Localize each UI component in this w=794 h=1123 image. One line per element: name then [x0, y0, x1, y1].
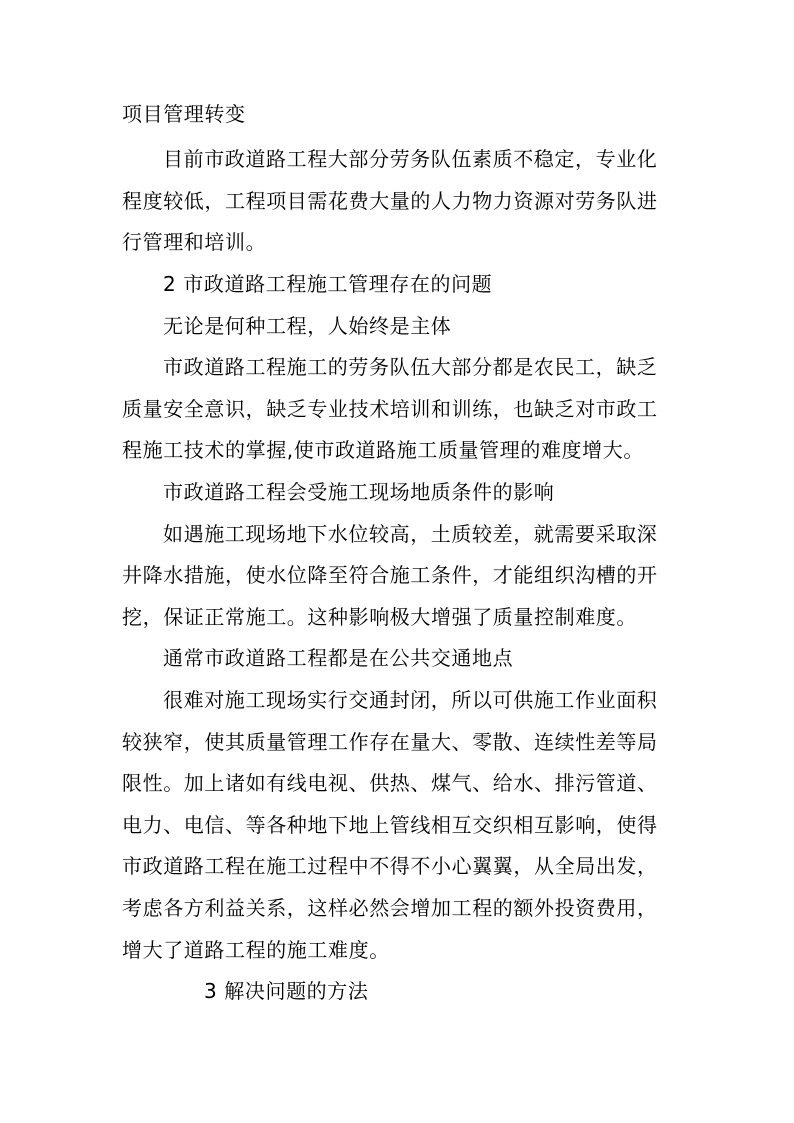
- subheading: 市政道路工程会受施工现场地质条件的影响: [163, 480, 555, 504]
- paragraph-first-line: 目前市政道路工程大部分劳务队伍素质不稳定，专业化: [163, 147, 658, 171]
- text-line: 较狭窄，使其质量管理工作存在量大、零散、连续性差等局: [122, 730, 658, 754]
- subheading: 无论是何种工程，人始终是主体: [163, 314, 452, 338]
- section-heading: 3 解决问题的方法: [204, 979, 369, 1003]
- subheading: 通常市政道路工程都是在公共交通地点: [163, 646, 514, 670]
- text-line: 考虑各方利益关系，这样必然会增加工程的额外投资费用，: [122, 896, 658, 920]
- text-line: 增大了道路工程的施工难度。: [122, 938, 390, 962]
- text-line: 行管理和培训。: [122, 230, 267, 254]
- text-line: 井降水措施，使水位降至符合施工条件，才能组织沟槽的开: [122, 563, 658, 587]
- paragraph-first-line: 很难对施工现场实行交通封闭，所以可供施工作业面积: [163, 688, 658, 712]
- paragraph-first-line: 市政道路工程施工的劳务队伍大部分都是农民工，缺乏: [163, 355, 658, 379]
- text-line: 质量安全意识，缺乏专业技术培训和训练，也缺乏对市政工: [122, 397, 658, 421]
- text-line: 限性。加上诸如有线电视、供热、煤气、给水、排污管道、: [122, 771, 658, 795]
- text-line: 程度较低，工程项目需花费大量的人力物力资源对劳务队进: [122, 189, 658, 213]
- text-line: 电力、电信、等各种地下地上管线相互交织相互影响，使得: [122, 813, 658, 837]
- text-line: 程施工技术的掌握,使市政道路施工质量管理的难度增大。: [122, 438, 644, 462]
- paragraph-first-line: 如遇施工现场地下水位较高，土质较差，就需要采取深: [163, 522, 658, 546]
- text-line: 项目管理转变: [122, 102, 246, 126]
- text-line: 市政道路工程在施工过程中不得不小心翼翼，从全局出发，: [122, 854, 658, 878]
- section-heading: 2 市政道路工程施工管理存在的问题: [163, 272, 493, 296]
- text-line: 挖，保证正常施工。这种影响极大增强了质量控制难度。: [122, 605, 637, 629]
